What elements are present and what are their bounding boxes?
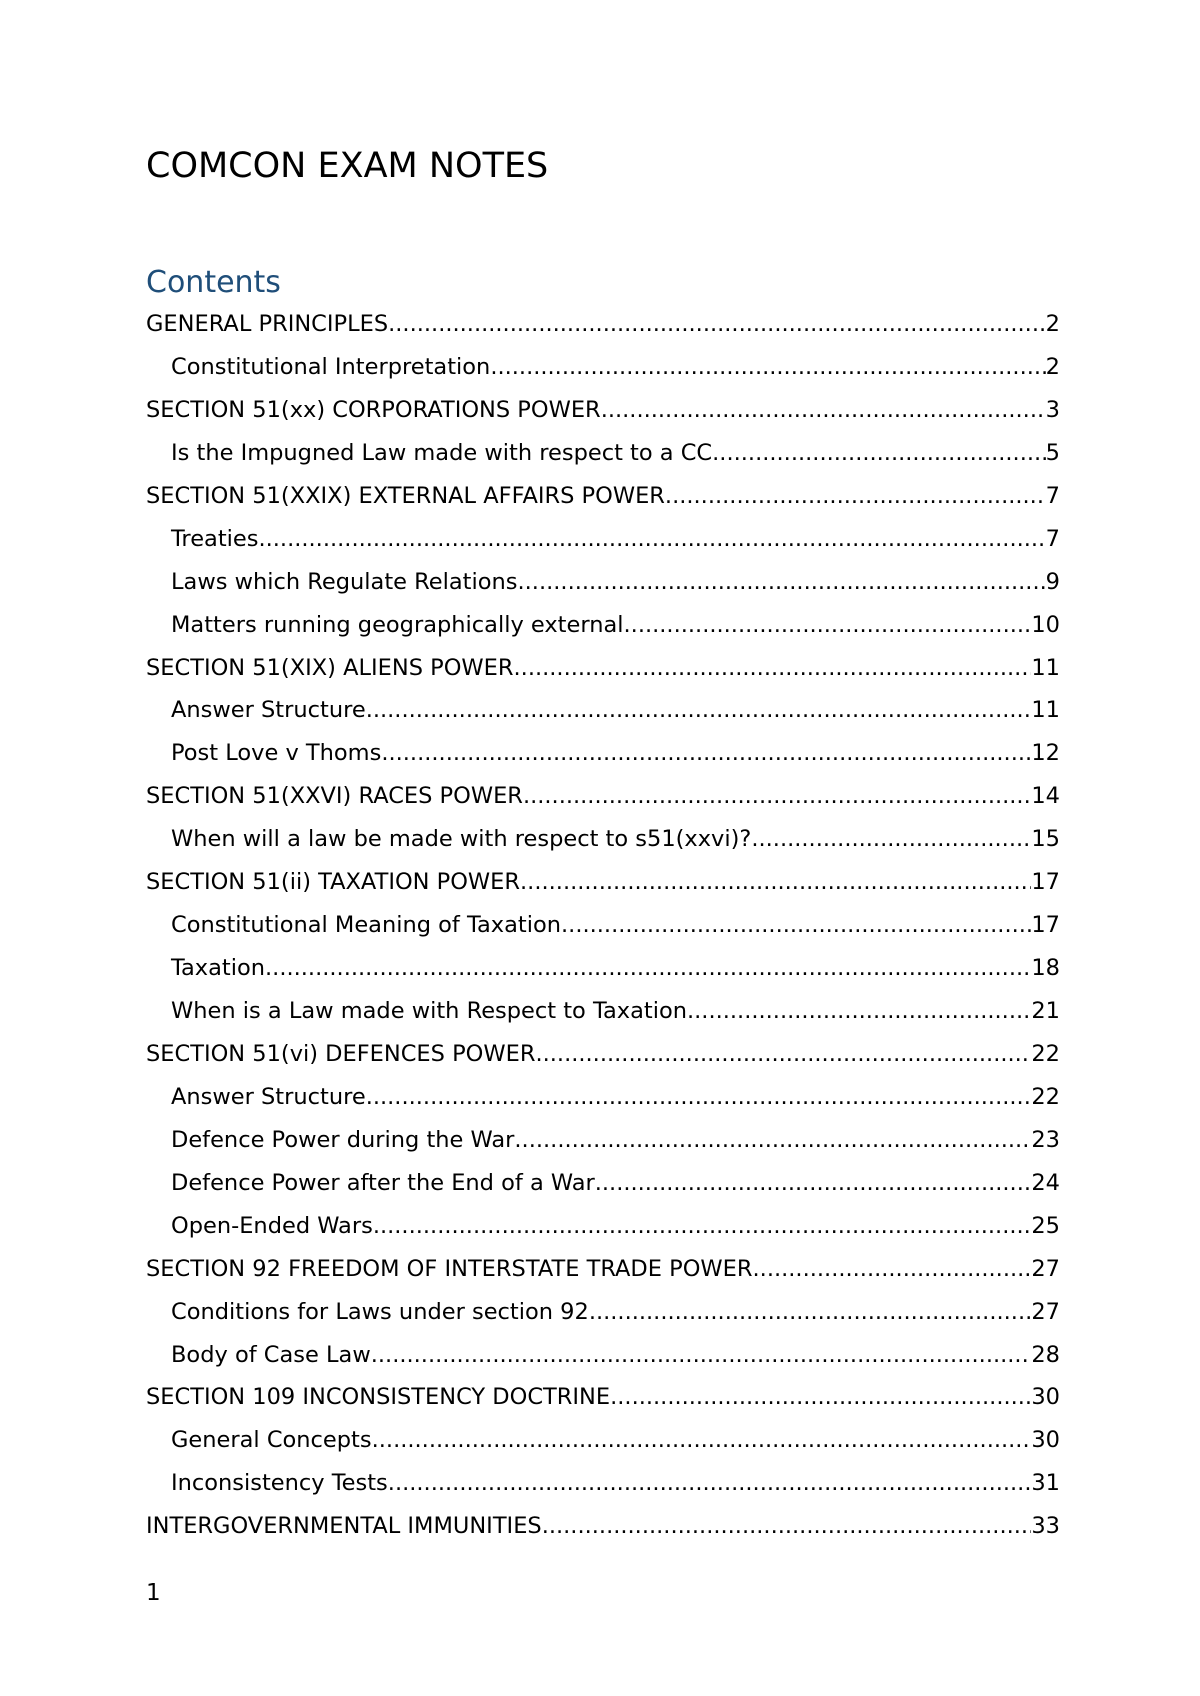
toc-dot-leader [520, 861, 1031, 904]
toc-entry-title: Open-Ended Wars [171, 1212, 373, 1239]
toc-dot-leader [753, 1248, 1032, 1291]
toc-subsection-entry[interactable] [146, 689, 1060, 732]
toc-subsection-entry[interactable] [146, 1419, 1060, 1462]
toc-entry-page: 31 [1031, 1470, 1060, 1497]
toc-subsection-entry[interactable] [146, 947, 1060, 990]
toc-dot-leader [751, 818, 1031, 861]
toc-entry-page: 7 [1045, 525, 1060, 552]
toc-entry-page: 3 [1045, 396, 1060, 423]
toc-dot-leader [712, 432, 1046, 475]
toc-subsection-entry[interactable] [146, 732, 1060, 775]
toc-entry-page: 28 [1031, 1341, 1060, 1368]
toc-dot-leader [258, 518, 1045, 561]
toc-section-entry[interactable] [146, 775, 1060, 818]
toc-subsection-entry[interactable] [146, 432, 1060, 475]
toc-dot-leader [601, 389, 1046, 432]
toc-entry-title: General Concepts [171, 1427, 372, 1454]
toc-subsection-entry[interactable] [146, 1291, 1060, 1334]
toc-dot-leader [542, 1505, 1032, 1548]
toc-entry-page: 24 [1031, 1169, 1060, 1196]
toc-entry-title: Constitutional Interpretation [171, 353, 491, 380]
toc-dot-leader [624, 604, 1032, 647]
toc-entry-page: 17 [1031, 912, 1060, 939]
toc-section-entry[interactable] [146, 1248, 1060, 1291]
toc-entry-page: 15 [1031, 826, 1060, 853]
table-of-contents [146, 303, 1060, 1548]
toc-entry-title: Post Love v Thoms [171, 740, 382, 767]
toc-entry-title: SECTION 51(xx) CORPORATIONS POWER [146, 396, 601, 423]
toc-dot-leader [610, 1376, 1031, 1419]
toc-dot-leader [518, 561, 1046, 604]
toc-entry-title: Answer Structure [171, 697, 366, 724]
toc-section-entry[interactable] [146, 303, 1060, 346]
toc-entry-title: SECTION 51(XIX) ALIENS POWER [146, 654, 514, 681]
toc-entry-page: 18 [1031, 955, 1060, 982]
page-number: 1 [146, 1580, 161, 1606]
toc-dot-leader [687, 990, 1031, 1033]
toc-entry-title: SECTION 92 FREEDOM OF INTERSTATE TRADE POWER [146, 1255, 753, 1282]
toc-entry-page: 12 [1031, 740, 1060, 767]
toc-subsection-entry[interactable] [146, 604, 1060, 647]
toc-subsection-entry[interactable] [146, 1205, 1060, 1248]
toc-section-entry[interactable] [146, 1033, 1060, 1076]
document-title: COMCON EXAM NOTES [146, 146, 549, 186]
toc-subsection-entry[interactable] [146, 818, 1060, 861]
toc-entry-title: Defence Power during the War [171, 1126, 515, 1153]
toc-dot-leader [514, 1119, 1031, 1162]
toc-entry-title: When will a law be made with respect to s51(xxvi)? [171, 826, 752, 853]
toc-dot-leader [514, 647, 1032, 690]
toc-entry-title: INTERGOVERNMENTAL IMMUNITIES [146, 1513, 542, 1540]
toc-subsection-entry[interactable] [146, 1119, 1060, 1162]
toc-entry-page: 2 [1045, 311, 1060, 337]
toc-entry-page: 2 [1045, 353, 1060, 380]
toc-entry-page: 27 [1031, 1255, 1060, 1282]
toc-dot-leader [366, 689, 1032, 732]
toc-entry-title: Taxation [171, 955, 266, 982]
toc-entry-title: GENERAL PRINCIPLES [146, 311, 389, 337]
toc-dot-leader [589, 1291, 1032, 1334]
toc-dot-leader [366, 1076, 1032, 1119]
toc-entry-title: When is a Law made with Respect to Taxation [171, 998, 687, 1024]
toc-section-entry[interactable] [146, 389, 1060, 432]
toc-entry-page: 9 [1045, 568, 1060, 595]
toc-dot-leader [595, 1162, 1032, 1205]
toc-subsection-entry[interactable] [146, 990, 1060, 1033]
toc-entry-page: 7 [1045, 482, 1060, 509]
toc-entry-page: 11 [1031, 697, 1060, 724]
toc-entry-title: Constitutional Meaning of Taxation [171, 912, 562, 939]
toc-subsection-entry[interactable] [146, 1462, 1060, 1505]
toc-dot-leader [388, 1462, 1032, 1505]
toc-entry-page: 21 [1031, 998, 1060, 1024]
toc-entry-page: 14 [1031, 783, 1060, 810]
toc-entry-title: Matters running geographically external [171, 611, 624, 638]
toc-entry-page: 10 [1031, 611, 1060, 638]
toc-dot-leader [371, 1334, 1032, 1377]
toc-section-entry[interactable] [146, 861, 1060, 904]
toc-entry-page: 27 [1031, 1298, 1060, 1325]
toc-dot-leader [381, 732, 1031, 775]
toc-dot-leader [372, 1419, 1032, 1462]
toc-subsection-entry[interactable] [146, 1334, 1060, 1377]
toc-entry-page: 11 [1031, 654, 1060, 681]
toc-entry-page: 30 [1031, 1427, 1060, 1454]
toc-entry-title: Conditions for Laws under section 92 [171, 1298, 589, 1325]
toc-entry-title: SECTION 51(XXVI) RACES POWER [146, 783, 523, 810]
toc-dot-leader [490, 346, 1045, 389]
toc-section-entry[interactable] [146, 1505, 1060, 1548]
toc-subsection-entry[interactable] [146, 561, 1060, 604]
toc-entry-page: 5 [1045, 439, 1060, 466]
toc-section-entry[interactable] [146, 647, 1060, 690]
toc-entry-page: 30 [1031, 1384, 1060, 1411]
toc-entry-title: SECTION 51(XXIX) EXTERNAL AFFAIRS POWER [146, 482, 665, 509]
toc-dot-leader [535, 1033, 1031, 1076]
toc-entry-title: SECTION 51(vi) DEFENCES POWER [146, 1040, 536, 1067]
toc-entry-title: Defence Power after the End of a War [171, 1169, 595, 1196]
toc-subsection-entry[interactable] [146, 346, 1060, 389]
toc-entry-page: 33 [1031, 1513, 1060, 1540]
contents-heading: Contents [146, 265, 281, 300]
toc-subsection-entry[interactable] [146, 904, 1060, 947]
toc-section-entry[interactable] [146, 475, 1060, 518]
toc-entry-title: SECTION 109 INCONSISTENCY DOCTRINE [146, 1384, 611, 1411]
toc-entry-page: 22 [1031, 1040, 1060, 1067]
toc-dot-leader [373, 1205, 1032, 1248]
toc-dot-leader [523, 775, 1031, 818]
toc-entry-title: Is the Impugned Law made with respect to a CC [171, 439, 713, 466]
toc-entry-title: SECTION 51(ii) TAXATION POWER [146, 869, 521, 896]
toc-dot-leader [561, 904, 1031, 947]
toc-subsection-entry[interactable] [146, 1076, 1060, 1119]
toc-entry-title: Treaties [171, 525, 259, 552]
toc-dot-leader [388, 303, 1046, 346]
toc-entry-page: 17 [1031, 869, 1060, 896]
toc-subsection-entry[interactable] [146, 518, 1060, 561]
toc-subsection-entry[interactable] [146, 1162, 1060, 1205]
toc-entry-title: Body of Case Law [171, 1341, 371, 1368]
toc-dot-leader [665, 475, 1046, 518]
toc-entry-title: Laws which Regulate Relations [171, 568, 518, 595]
toc-section-entry[interactable] [146, 1376, 1060, 1419]
toc-dot-leader [265, 947, 1031, 990]
toc-entry-title: Answer Structure [171, 1083, 366, 1110]
toc-entry-page: 22 [1031, 1083, 1060, 1110]
toc-entry-title: Inconsistency Tests [171, 1470, 388, 1497]
toc-entry-page: 23 [1031, 1126, 1060, 1153]
toc-entry-page: 25 [1031, 1212, 1060, 1239]
